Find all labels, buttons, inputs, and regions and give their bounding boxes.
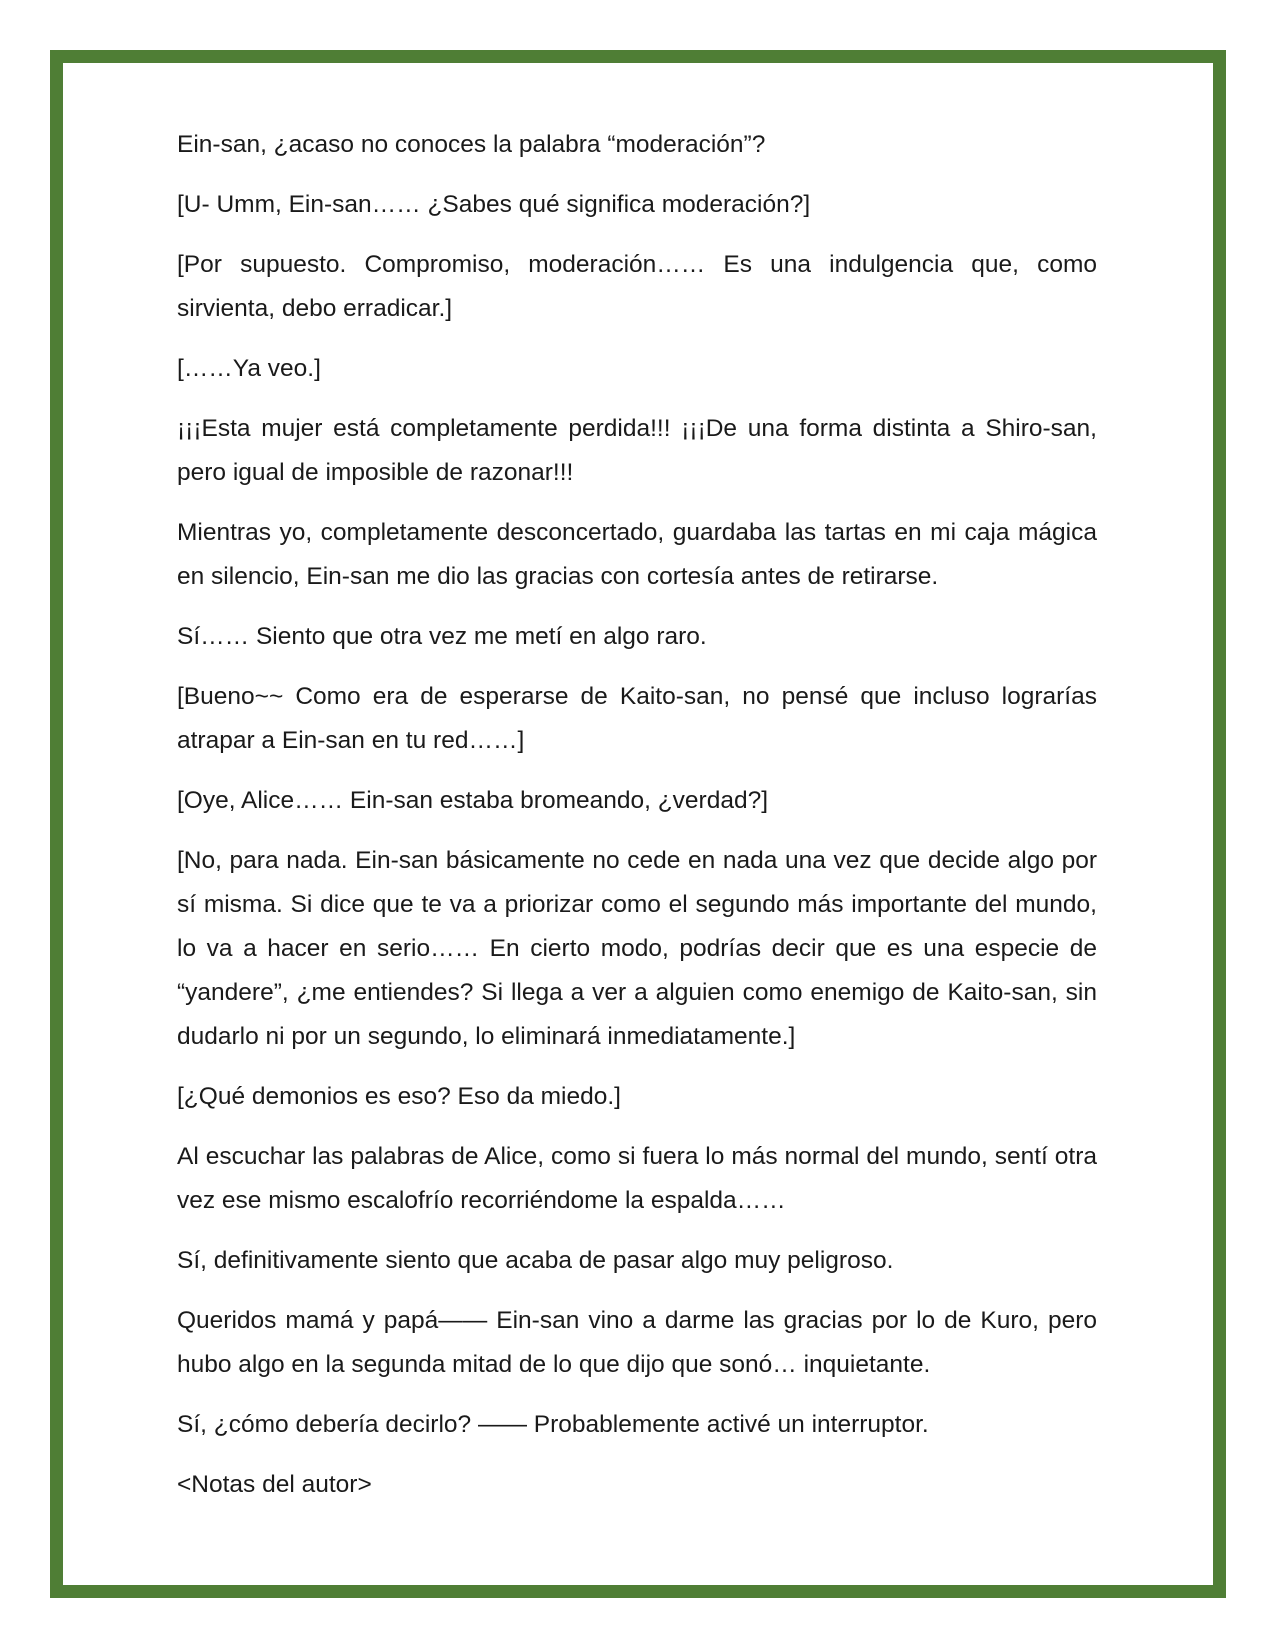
paragraph: [U- Umm, Ein-san…… ¿Sabes qué significa moderación?] [177,191,811,218]
paragraph: Al escuchar las palabras de Alice, como si fuera lo más normal del mundo, sentí otra vez ese mismo escalofrío recorriéndome la espalda…… [177,1143,1097,1214]
paragraph: Sí, ¿cómo debería decirlo? —— Probablemente activé un interruptor. [177,1411,929,1438]
document-body [177,123,1097,1523]
paragraph: Mientras yo, completamente desconcertado, guardaba las tartas en mi caja mágica en silencio, Ein-san me dio las gracias con cortesía antes de retirarse. [177,519,1097,590]
paragraph: [Oye, Alice…… Ein-san estaba bromeando, ¿verdad?] [177,787,769,814]
paragraph: [¿Qué demonios es eso? Eso da miedo.] [177,1083,621,1110]
paragraph: [……Ya veo.] [177,355,321,382]
paragraph: Sí…… Siento que otra vez me metí en algo raro. [177,623,707,650]
paragraph: Sí, definitivamente siento que acaba de pasar algo muy peligroso. [177,1247,894,1274]
paragraph: ¡¡¡Esta mujer está completamente perdida!!! ¡¡¡De una forma distinta a Shiro-san, pero igual de imposible de razonar!!! [177,415,1097,486]
paragraph: Ein-san, ¿acaso no conoces la palabra “moderación”? [177,131,766,158]
paragraph: [No, para nada. Ein-san básicamente no cede en nada una vez que decide algo por sí misma. Si dice que te va a priorizar como el segundo más importante del mundo, lo va a hacer en serio…… En cierto modo, podrías decir que es una especie de “yandere”, ¿me entiendes? Si llega a ver a alguien como enemigo de Kaito-san, sin dudarlo ni por un segundo, lo eliminará inmediatamente.] [177,847,1097,1050]
paragraph: [Bueno~~ Como era de esperarse de Kaito-san, no pensé que incluso lograrías atrapar a Ein-san en tu red……] [177,683,1097,754]
paragraph: [Por supuesto. Compromiso, moderación…… Es una indulgencia que, como sirvienta, debo erradicar.] [177,251,1097,322]
author-notes-heading: <Notas del autor> [177,1471,372,1498]
paragraph: Queridos mamá y papá—— Ein-san vino a darme las gracias por lo de Kuro, pero hubo algo en la segunda mitad de lo que dijo que sonó… inquietante. [177,1307,1097,1378]
